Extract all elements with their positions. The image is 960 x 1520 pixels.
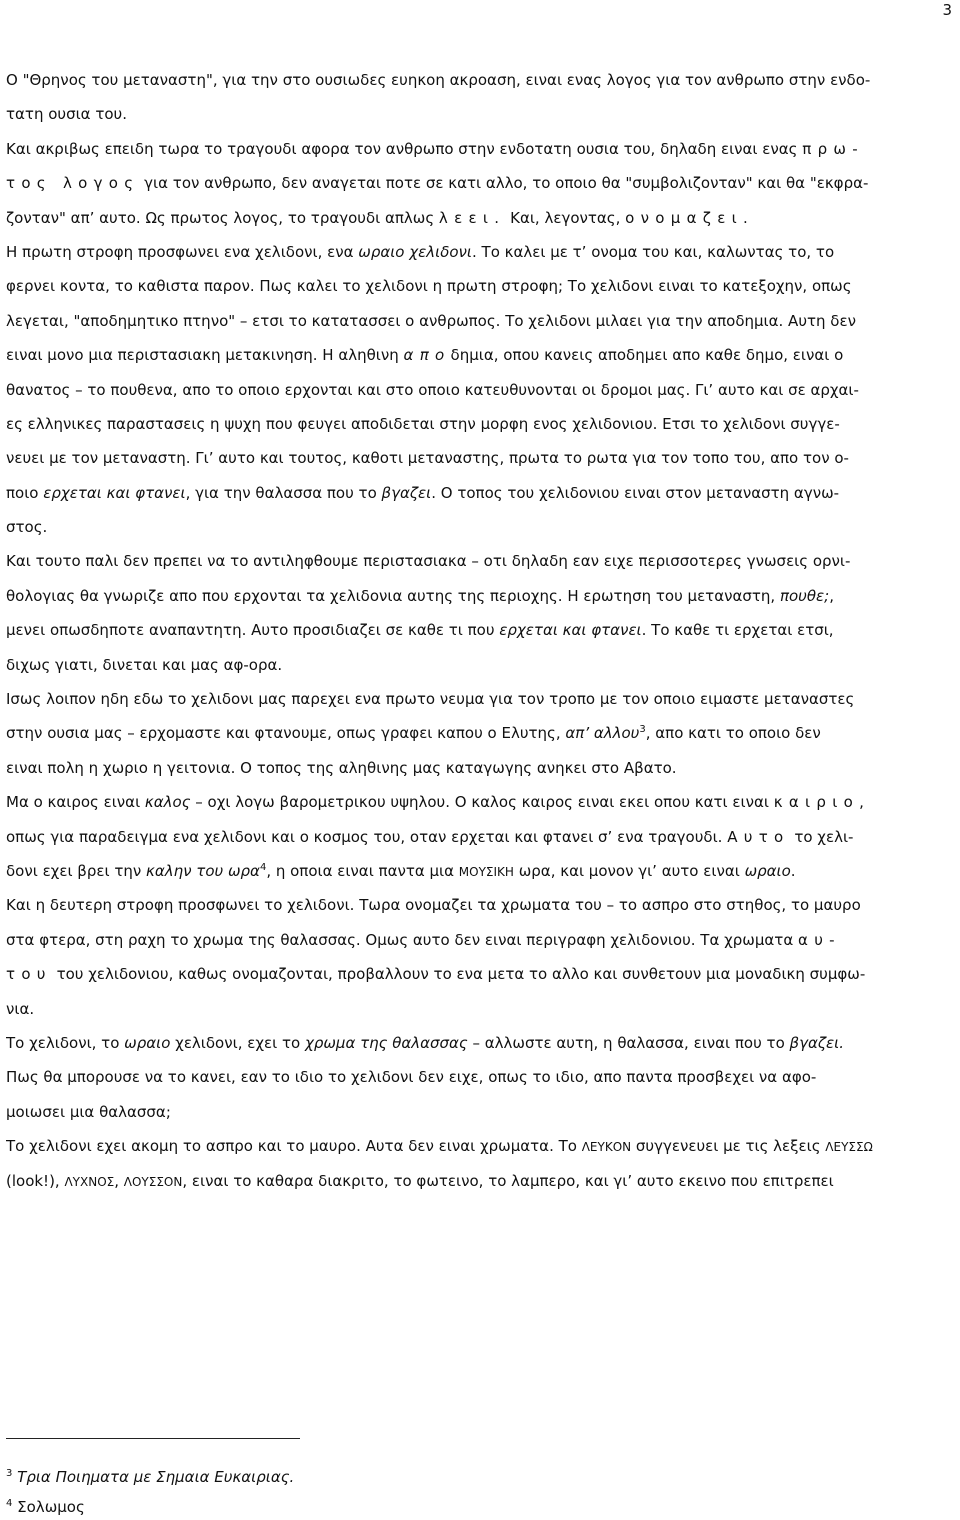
text-run: θανατος – το πουθενα, απο το οποιο ερχονται και στο οποιο κατευθυνονται οι δρομοι μας. Γι’ αυτο και σε αρχαι-	[6, 380, 859, 399]
text-run: Ισως λοιπον ηδη εδω το χελιδονι μας παρεχει ενα πρωτο νευμα για τον τροπο με τον οποιο ειμαστε μεταναστες	[6, 690, 855, 709]
text-run: Και ακριβως επειδη τωρα το τραγουδι αφορα τον ανθρωπο στην ενδοτατη ουσια του, δηλαδη ειναι ενας	[6, 139, 803, 158]
text-run: τατη ουσια του.	[6, 105, 127, 124]
text-run: ωρα, και μονον γι’ αυτο ειναι	[513, 861, 745, 880]
text-run: του	[6, 965, 52, 984]
text-line	[6, 1033, 958, 1067]
text-run: οπως για παραδειγμα ενα χελιδονι και ο κοσμος του, οταν ερχεται και φτανει σ’ ενα τραγουδι.	[6, 827, 728, 846]
text-line	[6, 414, 958, 448]
text-run: , η οποια ειναι παντα μια	[266, 861, 459, 880]
text-run: Το χελιδονι, το	[6, 1033, 125, 1052]
text-line	[6, 689, 958, 723]
footnote-mark: 4	[6, 1498, 13, 1509]
text-run: ΛΥΧΝΟΣ	[64, 1174, 115, 1189]
text-run: Και τουτο παλι δεν πρεπει να το αντιληφθουμε περιστασιακα – οτι δηλαδη εαν ειχε περισσοτερες γνωσεις ορνι-	[6, 552, 851, 571]
text-run: το χελι-	[789, 827, 854, 846]
text-run: νευει με τον μεταναστη. Γι’ αυτο και τουτος, καθοτι μεταναστης, πρωτα το ρωτα για τον τοπο του, απο τον ο-	[6, 449, 849, 468]
text-run: .	[790, 861, 796, 880]
text-line	[6, 586, 958, 620]
text-run: νια.	[6, 999, 35, 1018]
text-line	[6, 104, 958, 138]
body-text	[6, 70, 958, 1205]
text-run: ωραιο	[744, 861, 791, 880]
text-run: απ’ αλλου	[565, 724, 640, 743]
text-run: πρω-	[802, 139, 864, 158]
text-run: βγαζει.	[789, 1033, 844, 1052]
text-line	[6, 70, 958, 104]
text-run: χρωμα της θαλασσας	[304, 1033, 468, 1052]
text-run: δημια, οπου κανεις αποδημει απο καθε δημο, ειναι ο	[450, 346, 844, 365]
text-run: για τον ανθρωπο, δεν αναγεται ποτε σε κατι αλλο, το οποιο θα "συμβολιζονταν" και θα "εκφρα-	[139, 174, 869, 193]
text-run: καλην του ωρα	[146, 861, 260, 880]
text-run: λεει.	[438, 208, 506, 227]
text-run: τος λογος	[6, 174, 140, 193]
text-run: ζονταν" απ’ αυτο. Ως πρωτος λογος, το τραγουδι απλως	[6, 208, 439, 227]
text-line	[6, 380, 958, 414]
text-line	[6, 895, 958, 929]
text-run: – αλλωστε αυτη, η θαλασσα, ειναι που το	[467, 1033, 790, 1052]
text-run: στην ουσια μας – ερχομαστε και φτανουμε, οπως γραφει καπου ο Ελυτης,	[6, 724, 566, 743]
text-line	[6, 999, 958, 1033]
text-run: καλος	[144, 793, 191, 812]
text-line	[6, 964, 958, 998]
text-run: ποιο	[6, 483, 44, 502]
footnote-4	[6, 1497, 85, 1517]
text-run: . Το καλει με τ’ ονομα του και, καλωντας το, το	[472, 242, 835, 261]
text-run: καιριο,	[773, 793, 871, 812]
text-run: ειναι πολη η χωριο η γειτονια. Ο τοπος της αληθινης μας καταγωγης ανηκει στο Αβατο.	[6, 758, 677, 777]
text-run: μενει οπωσδηποτε αναπαντητη. Αυτο προσιδιαζει σε καθε τι που	[6, 621, 500, 640]
text-run: βγαζει	[381, 483, 432, 502]
text-line	[6, 620, 958, 654]
footnote-ref: 3	[639, 724, 646, 736]
footnote-divider	[6, 1438, 300, 1439]
text-run: αυ-	[798, 930, 841, 949]
text-line	[6, 345, 958, 379]
text-run: ΛΟΥΣΣΟΝ	[123, 1174, 183, 1189]
text-run: – οχι λογω βαρομετρικου υψηλου. Ο καλος καιρος ειναι εκει οπου κατι ειναι	[190, 793, 774, 812]
text-line	[6, 930, 958, 964]
text-run: ωραιο χελιδονι	[358, 242, 473, 261]
text-run: στος.	[6, 518, 48, 537]
footnote-text: Σολωμος	[17, 1498, 85, 1516]
text-run: ειναι μονο μια περιστασιακη μετακινηση. Η αληθινη	[6, 346, 404, 365]
text-line	[6, 173, 958, 207]
text-run: Και, λεγοντας,	[505, 208, 626, 227]
text-line	[6, 758, 958, 792]
text-run: μοιωσει μια θαλασσα;	[6, 1102, 171, 1121]
text-run: Αυτο	[727, 827, 790, 846]
text-run: του χελιδονιου, καθως ονομαζονται, προβαλλουν το ενα μετα το αλλο και συνθετουν μια μοναδικη συμφω-	[51, 965, 866, 984]
text-run: ερχεται και φτανει	[499, 621, 642, 640]
text-run: ωραιο	[124, 1033, 171, 1052]
text-run: διχως γιατι, δινεται και μας αφ-ορα.	[6, 655, 283, 674]
page-number: 3	[942, 1, 952, 19]
text-run: (look!),	[6, 1171, 65, 1190]
text-line	[6, 792, 958, 826]
text-line	[6, 1102, 958, 1136]
text-run: Και η δευτερη στροφη προσφωνει το χελιδονι. Τωρα ονομαζει τα χρωματα του – το ασπρο στο στηθος, το μαυρο	[6, 896, 861, 915]
text-run: . Ο τοπος του χελιδονιου ειναι στον μεταναστη αγνω-	[431, 483, 840, 502]
text-run: ΛΕΥΚΟΝ	[581, 1140, 632, 1155]
text-run: Μα ο καιρος ειναι	[6, 793, 145, 812]
text-run: ονομαζει.	[625, 208, 755, 227]
text-run: Πως θα μπορουσε να το κανει, εαν το ιδιο το χελιδονι δεν ειχε, οπως το ιδιο, απο παντα προσβεχει να αφο-	[6, 1068, 817, 1087]
text-run: φερνει κοντα, το καθιστα παρον. Πως καλει το χελιδονι η πρωτη στροφη; Το χελιδονι ειναι το κατεξοχην, οπως	[6, 277, 852, 296]
text-line	[6, 448, 958, 482]
text-run: . Το καθε τι ερχεται ετσι,	[641, 621, 834, 640]
text-line	[6, 242, 958, 276]
text-line	[6, 827, 958, 861]
footnote-ref: 4	[259, 861, 267, 873]
text-line	[6, 861, 958, 895]
text-run: απο	[403, 346, 451, 365]
text-line	[6, 517, 958, 551]
text-run: Η πρωτη στροφη προσφωνει ενα χελιδονι, ενα	[6, 242, 359, 261]
text-line	[6, 311, 958, 345]
text-run: δονι εχει βρει την	[6, 861, 147, 880]
text-line	[6, 551, 958, 585]
text-run: Το χελιδονι εχει ακομη το ασπρο και το μαυρο. Αυτα δεν ειναι χρωματα. Το	[6, 1137, 582, 1156]
text-run: θολογιας θα γνωριζε απο που ερχονται τα χελιδονια αυτης της περιοχης. Η ερωτηση του μεταναστη,	[6, 586, 780, 605]
text-line	[6, 723, 958, 757]
text-line	[6, 1171, 958, 1205]
text-line	[6, 1067, 958, 1101]
text-run: στα φτερα, στη ραχη το χρωμα της θαλασσας. Ομως αυτο δεν ειναι περιγραφη χελιδονιου. Τα χρωματα	[6, 930, 798, 949]
text-run: ,	[829, 586, 834, 605]
footnote-3	[6, 1467, 294, 1487]
text-line	[6, 276, 958, 310]
text-line	[6, 483, 958, 517]
text-run: ερχεται και φτανει	[43, 483, 186, 502]
text-run: , για την θαλασσα που το	[185, 483, 382, 502]
text-line	[6, 208, 958, 242]
text-run: ΜΟΥΣΙΚΗ	[458, 864, 514, 879]
text-run: ΛΕΥΣΣΩ	[825, 1140, 873, 1155]
text-run: , ειναι το καθαρα διακριτο, το φωτεινο, το λαμπερο, και γι’ αυτο εκεινο που επιτρεπει	[182, 1171, 834, 1190]
text-run: χελιδονι, εχει το	[170, 1033, 305, 1052]
text-line	[6, 655, 958, 689]
text-line	[6, 139, 958, 173]
text-run: πουθε;	[779, 586, 830, 605]
footnote-text: Τρια Ποιηματα με Σημαια Ευκαιριας.	[17, 1468, 295, 1486]
text-run: λεγεται, "αποδημητικο πτηνο" – ετσι το κατατασσει ο ανθρωπος. Το χελιδονι μιλαει για την αποδημια. Αυτη δεν	[6, 311, 856, 330]
text-run: ες ελληνικες παραστασεις η ψυχη που φευγει αποδιδεται στην μορφη ενος χελιδονιου. Ετσι το χελιδονι συγγε-	[6, 414, 840, 433]
text-run: ,	[114, 1171, 124, 1190]
text-run: Ο "Θρηνος του μεταναστη", για την στο ουσιωδες ευηκοη ακροαση, ειναι ενας λογος για τον ανθρωπο στην ενδο-	[6, 71, 871, 89]
footnote-mark: 3	[6, 1468, 13, 1479]
text-run: , απο κατι το οποιο δεν	[645, 724, 821, 743]
text-line	[6, 1136, 958, 1170]
text-run: συγγενευει με τις λεξεις	[631, 1137, 826, 1156]
